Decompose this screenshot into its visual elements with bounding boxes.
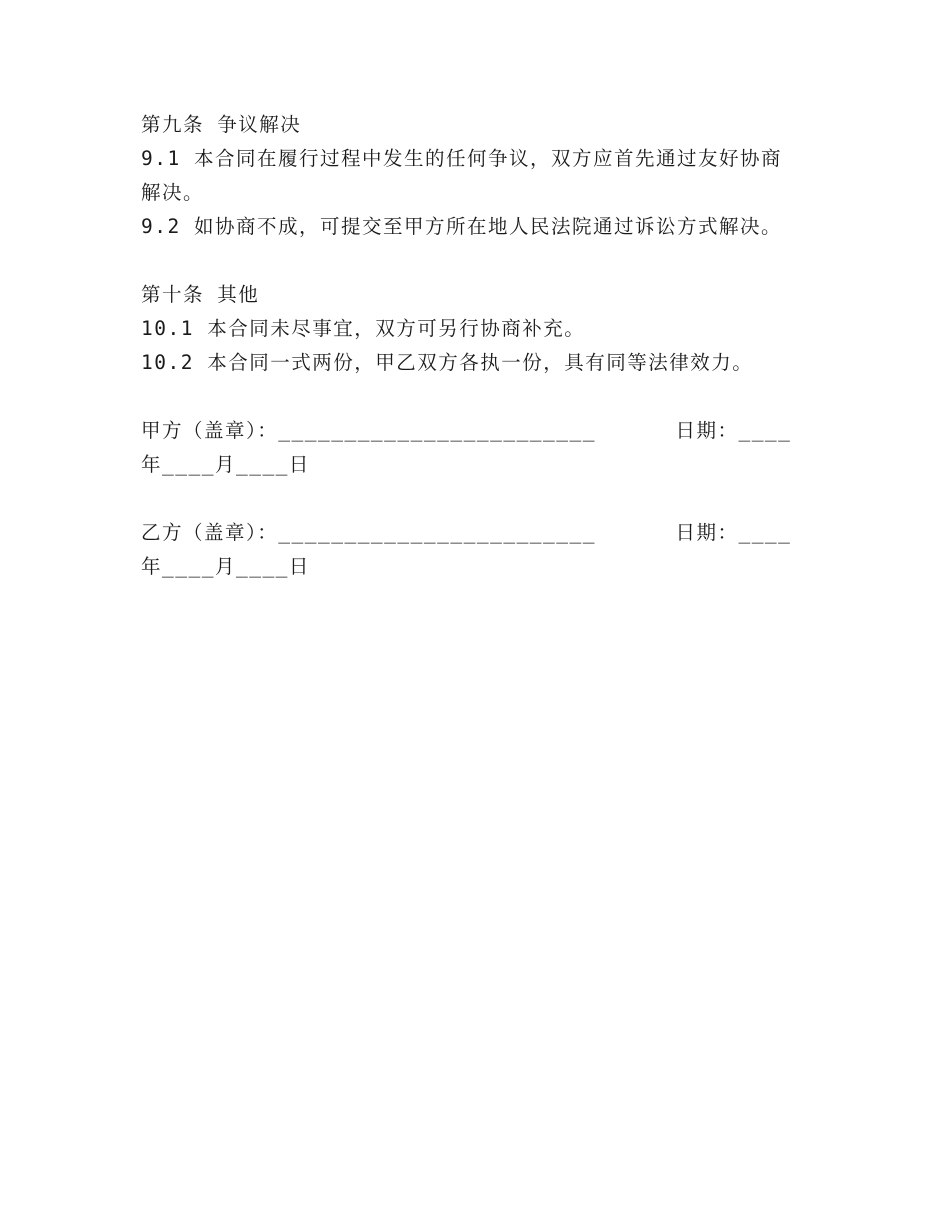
clause-9-2: 9.2 如协商不成，可提交至甲方所在地人民法院通过诉讼方式解决。 [141, 215, 782, 238]
contract-body [141, 108, 801, 584]
clause-10-2: 10.2 本合同一式两份，甲乙双方各执一份，具有同等法律效力。 [141, 351, 754, 374]
article-10-heading: 第十条 其他 [141, 283, 260, 306]
section-spacer [141, 244, 801, 278]
party-a-signature-line: 甲方（盖章）：________________________ 日期：____年____月____日 [141, 419, 792, 476]
section-spacer [141, 380, 801, 414]
clause-10-1: 10.1 本合同未尽事宜，双方可另行协商补充。 [141, 317, 586, 340]
clause-9-1: 9.1 本合同在履行过程中发生的任何争议，双方应首先通过友好协商解决。 [141, 147, 782, 204]
article-9-heading: 第九条 争议解决 [141, 113, 302, 136]
party-b-signature-line: 乙方（盖章）：________________________ 日期：____年____月____日 [141, 521, 792, 578]
section-spacer [141, 482, 801, 516]
